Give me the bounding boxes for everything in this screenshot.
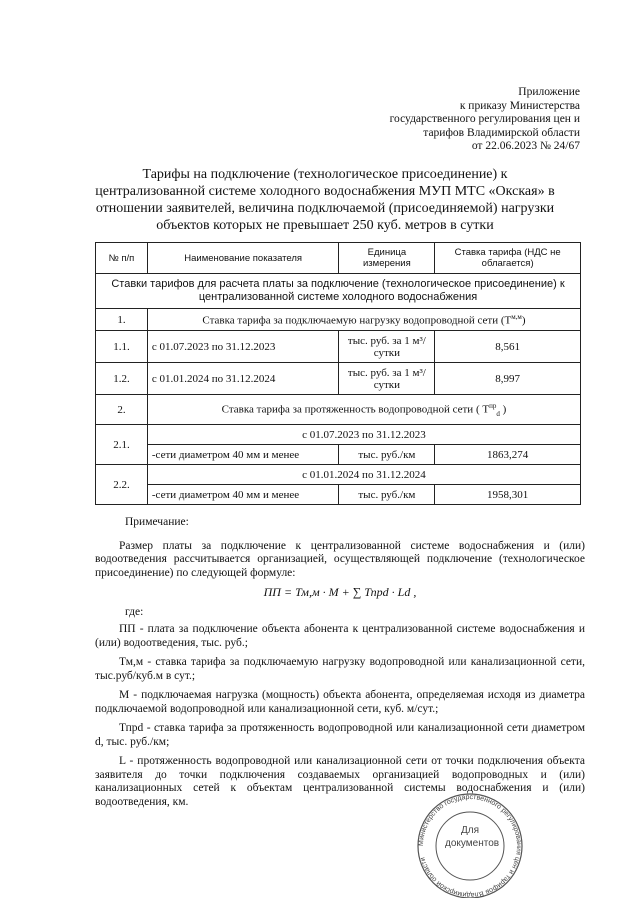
notes-block	[95, 516, 585, 815]
header-num: № п/п	[96, 243, 148, 274]
row-num: 2.1.	[96, 425, 148, 465]
row-unit: тыс. руб. за 1 м³/сутки	[339, 363, 435, 395]
table-row	[96, 363, 581, 395]
notes-item: Тпрd - ставка тарифа за протяженность водопроводной или канализационной сети диаметром d, тыс. руб./км;	[95, 722, 585, 748]
appendix-line: от 22.06.2023 № 24/67	[471, 140, 580, 152]
table-row	[96, 445, 581, 465]
tariff-table	[95, 242, 581, 505]
notes-item: Тм,м - ставка тарифа за подключаемую нагрузку водопроводной или канализационной сети, тыс.руб/куб.м в сут.;	[95, 656, 585, 682]
table-row	[96, 465, 581, 485]
table-row	[96, 425, 581, 445]
row-unit: тыс. руб. за 1 м³/сутки	[339, 331, 435, 363]
table-row	[96, 395, 581, 425]
header-unit: Единица измерения	[339, 243, 435, 274]
row-num: 1.	[96, 309, 148, 331]
row-num: 1.1.	[96, 331, 148, 363]
table-section-row	[96, 274, 581, 309]
appendix-line: Приложение	[518, 86, 580, 98]
section-title: Ставки тарифов для расчета платы за подключение (технологическое присоединение) к централизованной системе холодного водоснабжения	[96, 274, 581, 309]
row-num: 2.	[96, 395, 148, 425]
row-label: -сети диаметром 40 мм и менее	[147, 445, 339, 465]
row-label: Ставка тарифа за подключаемую нагрузку водопроводной сети $(Т^{м,м})$	[147, 309, 580, 331]
appendix-line: государственного регулирования цен и	[389, 113, 580, 125]
row-period: с 01.01.2024 по 31.12.2024	[147, 465, 580, 485]
notes-where: где:	[125, 605, 144, 618]
row-period: с 01.01.2024 по 31.12.2024	[147, 363, 339, 395]
notes-intro: Размер платы за подключение к централизованной системе водоснабжения и (или) водоотведения рассчитывается организацией, осуществляющей подключение (технологическое присоединение) по следующей формуле:	[95, 539, 585, 579]
header-name: Наименование показателя	[147, 243, 339, 274]
header-rate: Ставка тарифа (НДС не облагается)	[435, 243, 581, 274]
svg-text:Министерство государственного: Министерство государственного регулирования цен и тарифов Владимирской области	[417, 793, 523, 898]
row-unit: тыс. руб./км	[339, 445, 435, 465]
stamp-center: Для документов	[445, 825, 500, 849]
notes-item: L - протяженность водопроводной или канализационной сети от точки подключения объекта заявителя до точки подключения создаваемых организацией водопроводных и (или) канализационных сетей к объектам централизованной системы водоснабжения и (или) водоотведения, км.	[95, 755, 585, 808]
row-value: 1958,301	[435, 485, 581, 505]
table-row	[96, 485, 581, 505]
row-label: -сети диаметром 40 мм и менее	[147, 485, 339, 505]
row-unit: тыс. руб./км	[339, 485, 435, 505]
appendix-block	[360, 86, 580, 154]
row-value: 1863,274	[435, 445, 581, 465]
notes-item: ПП - плата за подключение объекта абонента к централизованной системе водоснабжения и (или) водоотведения, тыс. руб.;	[95, 623, 585, 649]
appendix-line: к приказу Министерства	[459, 99, 580, 112]
document-title: Тарифы на подключение (технологическое присоединение) к централизованной системе холодного водоснабжения МУП МТС «Окская» в отношении заявителей, величина подключаемой (присоединяемой) нагрузки объектов которых не превышает 250 куб. метров в сутки	[95, 167, 555, 233]
appendix-line: тарифов Владимирской области	[423, 126, 580, 139]
notes-item: М - подключаемая нагрузка (мощность) объекта абонента, определяемая исходя из диаметра подключаемой водопроводной или канализационной сети, куб. м/сут.;	[95, 689, 585, 715]
formula: ПП = Тм,м · М + ∑ Тпрd · Ld ,	[263, 585, 417, 599]
row-period: с 01.07.2023 по 31.12.2023	[147, 425, 580, 445]
table-header-row	[96, 243, 581, 274]
row-value: 8,997	[435, 363, 581, 395]
row-label: Ставка тарифа за протяженность водопроводной сети ( $Т^{пр}_d$ )	[147, 395, 580, 425]
table-row	[96, 331, 581, 363]
notes-heading: Примечание:	[125, 516, 189, 528]
row-num: 2.2.	[96, 465, 148, 505]
row-value: 8,561	[435, 331, 581, 363]
table-row	[96, 309, 581, 331]
row-num: 1.2.	[96, 363, 148, 395]
row-period: с 01.07.2023 по 31.12.2023	[147, 331, 339, 363]
